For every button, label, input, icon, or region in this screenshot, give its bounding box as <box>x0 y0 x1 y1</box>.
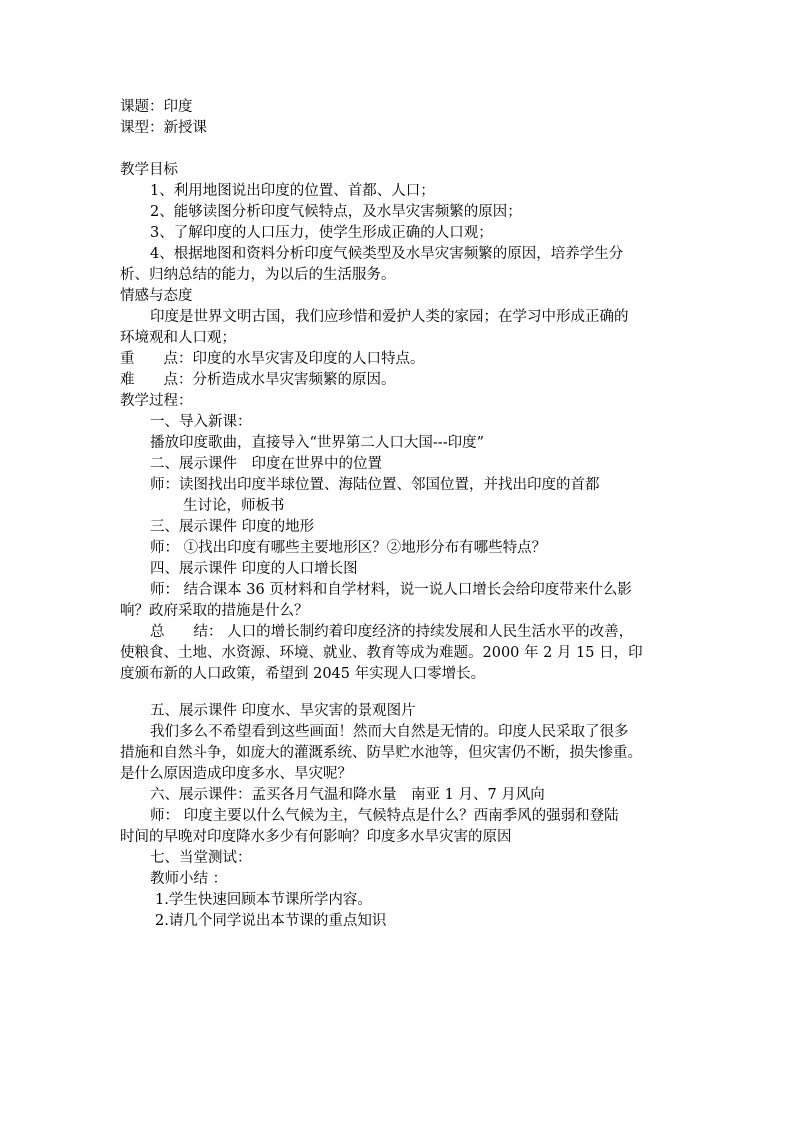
process-step: 一、导入新课： <box>150 414 252 430</box>
lesson-title: 课题：印度 <box>120 99 193 115</box>
process-step: 六、展示课件：孟买各月气温和降水量 南亚 1 月、7 月风向 <box>150 787 545 803</box>
attitude-text: 印度是世界文明古国，我们应珍惜和爱护人类的家园；在学习中形成正确的 <box>150 309 629 325</box>
goal-item: 4、根据地图和资料分析印度气候类型及水旱灾害频繁的原因，培养学生分 <box>150 246 624 262</box>
process-text-continued: 时间的早晚对印度降水多少有何影响？印度多水旱灾害的原因 <box>120 829 512 845</box>
goal-item: 2、能够读图分析印度气候特点，及水旱灾害频繁的原因； <box>150 204 522 220</box>
process-text-continued: 响？政府采取的措施是什么？ <box>120 603 309 619</box>
process-text: 生讨论，师板书 <box>183 498 285 514</box>
teacher-summary-heading: 教师小结 ： <box>150 871 228 887</box>
process-text: 我们多么不希望看到这些画面！然而大自然是无情的。印度人民采取了很多 <box>150 724 629 740</box>
process-step: 二、展示课件 印度在世界中的位置 <box>150 456 382 472</box>
summary-text: 总 结： 人口的增长制约着印度经济的持续发展和人民生活水平的改善， <box>150 624 634 640</box>
difficult-point: 难 点：分析造成水旱灾害频繁的原因。 <box>120 372 396 388</box>
section-heading-goals: 教学目标 <box>120 162 178 178</box>
process-text-continued: 是什么原因造成印度多水、旱灾呢？ <box>120 766 352 782</box>
process-text: 师： 印度主要以什么气候为主，气候特点是什么？西南季风的强弱和登陆 <box>150 808 619 824</box>
lesson-type: 课型：新授课 <box>120 120 207 136</box>
summary-text-continued: 使粮食、土地、水资源、环境、就业、教育等成为难题。2000 年 2 月 15 日，印 <box>120 645 643 661</box>
process-text-continued: 措施和自然斗争，如庞大的灌溉系统、防旱贮水池等，但灾害仍不断，损失惨重。 <box>120 745 642 761</box>
process-step: 五、展示课件 印度水、旱灾害的景观图片 <box>150 703 416 719</box>
summary-item: 2.请几个同学说出本节课的重点知识 <box>155 913 387 929</box>
attitude-text-continued: 环境观和人口观； <box>120 330 236 346</box>
goal-item: 3、了解印度的人口压力，使学生形成正确的人口观； <box>150 225 493 241</box>
process-text: 师： ①找出印度有哪些主要地形区？②地形分布有哪些特点？ <box>150 540 547 556</box>
process-text: 播放印度歌曲，直接导入“世界第二人口大国---印度” <box>150 435 485 451</box>
section-heading-process: 教学过程： <box>120 393 193 409</box>
key-point: 重 点：印度的水旱灾害及印度的人口特点。 <box>120 351 425 367</box>
process-step: 七、当堂测试： <box>150 850 252 866</box>
process-text: 师： 结合课本 36 页材料和自学材料，说一说人口增长会给印度带来什么影 <box>150 582 632 598</box>
summary-text-continued: 度颁布新的人口政策，希望到 2045 年实现人口零增长。 <box>120 666 486 682</box>
goal-item-continued: 析、归纳总结的能力，为以后的生活服务。 <box>120 267 396 283</box>
section-heading-attitude: 情感与态度 <box>120 288 193 304</box>
goal-item: 1、利用地图说出印度的位置、首都、人口； <box>150 183 435 199</box>
process-step: 四、展示课件 印度的人口增长图 <box>150 561 358 577</box>
summary-item: 1.学生快速回顾本节课所学内容。 <box>155 892 372 908</box>
process-step: 三、展示课件 印度的地形 <box>150 519 315 535</box>
process-text: 师：读图找出印度半球位置、海陆位置、邻国位置，并找出印度的首都 <box>150 477 600 493</box>
